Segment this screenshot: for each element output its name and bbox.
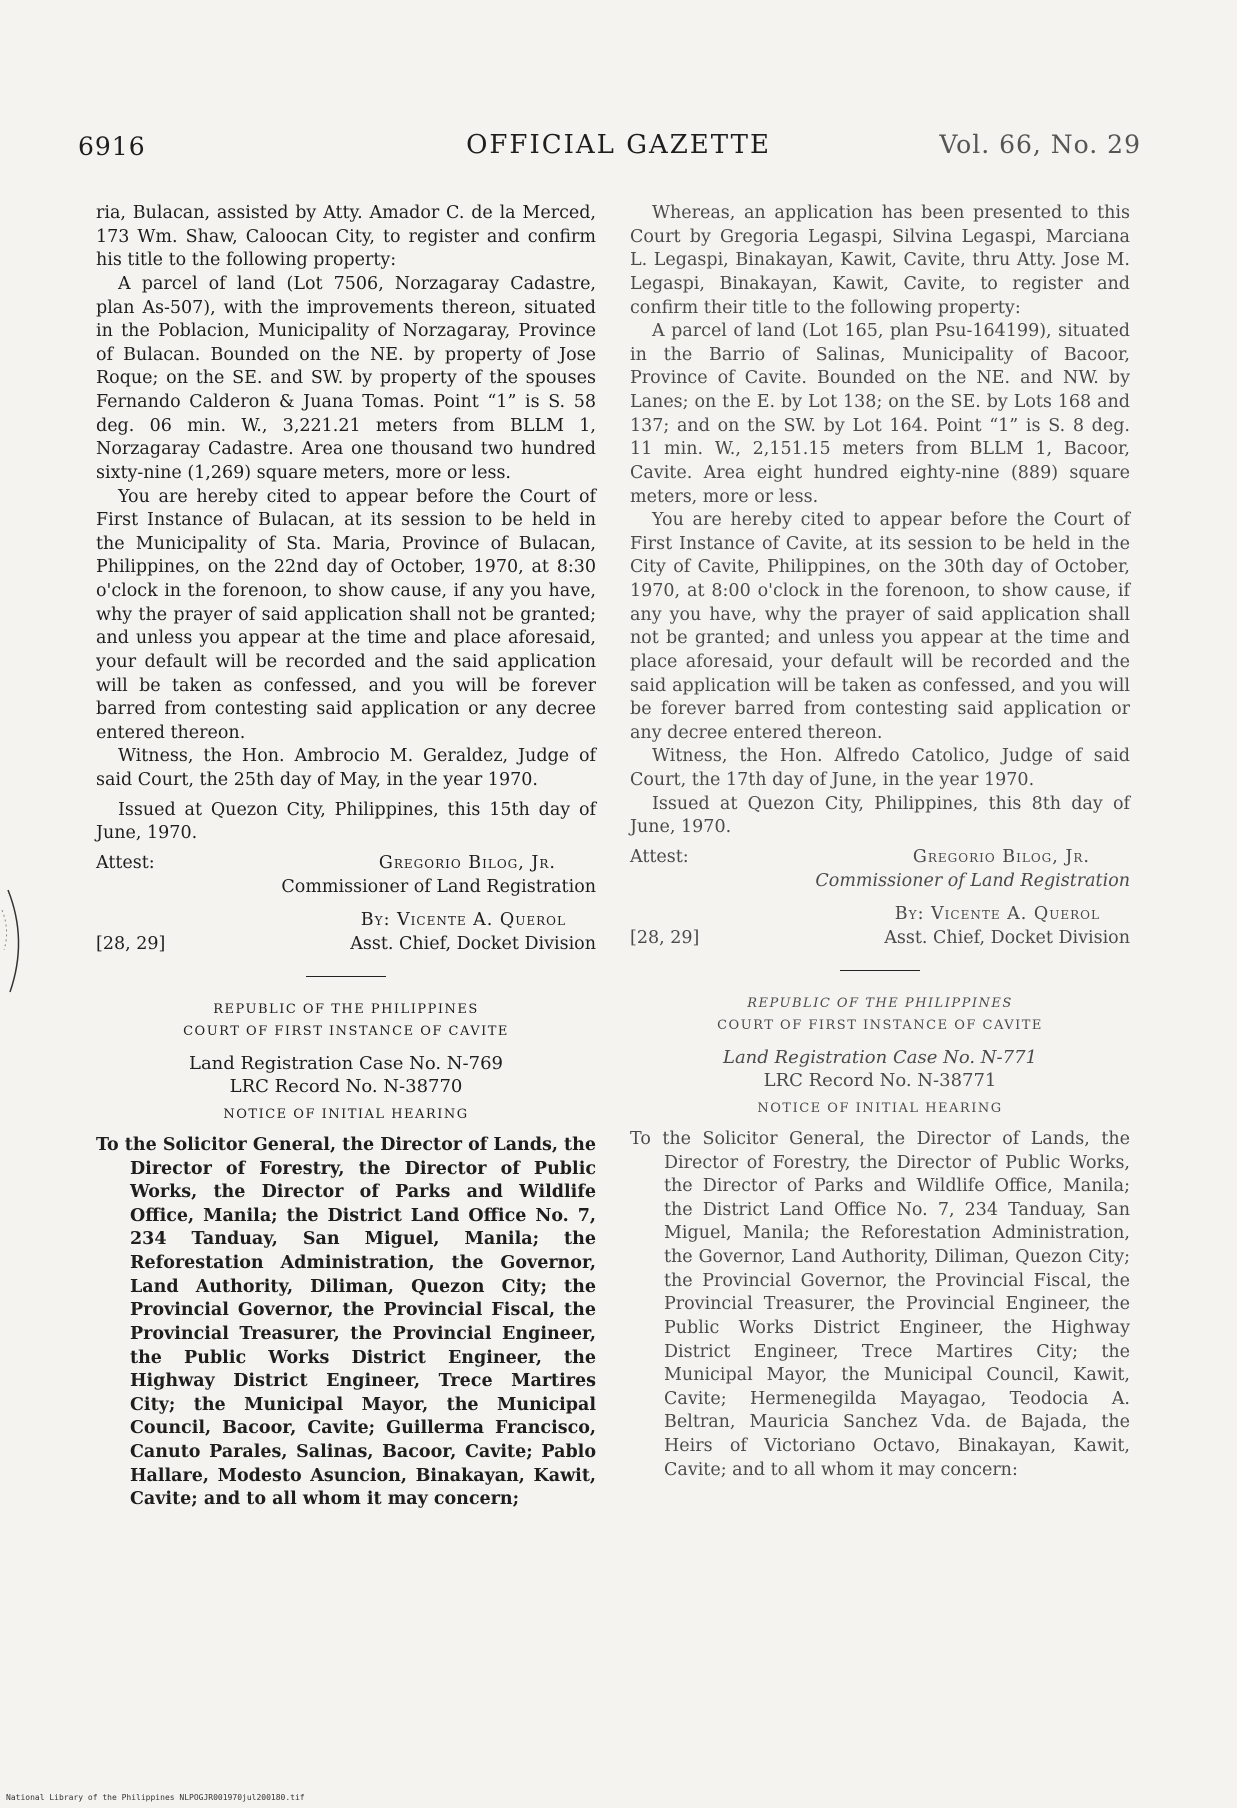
volume-number: Vol. 66, No. 29 <box>939 130 1141 159</box>
page-number: 6916 <box>78 132 146 161</box>
right-issue-ref: [28, 29] <box>630 927 700 948</box>
left-signatory-name: Gregorio Bilog, Jr. <box>378 852 556 873</box>
left-notice-title: NOTICE OF INITIAL HEARING <box>223 1107 469 1123</box>
left-column <box>96 202 596 1512</box>
scan-footer: National Library of the Philippines NLPOGJR001970jul200180.tif <box>6 1793 305 1802</box>
left-citation: You are hereby cited to appear before the Court of First Instance of Bulacan, at its session to be held in the Municipality of Sta. Maria, Province of Bulacan, Philippines, on the 22nd day of October, 1970, at 8:30 o'clock in the forenoon, to show cause, if any you have, why the prayer of said application shall not be granted; and unless you appear at the time and place aforesaid, your default will be recorded and the said application will be taken as confessed, and you will be forever barred from contesting said application or any decree entered thereon. <box>96 486 596 743</box>
left-divider <box>306 976 386 977</box>
left-signatory-title: Commissioner of Land Registration <box>281 876 596 897</box>
left-issued: Issued at Quezon City, Philippines, this 15th day of June, 1970. <box>96 799 596 844</box>
left-issue-ref: [28, 29] <box>96 933 166 954</box>
right-lrc-record: LRC Record No. N-38771 <box>763 1069 997 1091</box>
right-issued: Issued at Quezon City, Philippines, this 8th day of June, 1970. <box>630 793 1130 838</box>
left-court: COURT OF FIRST INSTANCE OF CAVITE <box>183 1024 509 1040</box>
binding-mark <box>0 880 40 1000</box>
left-property-description: A parcel of land (Lot 7506, Norzagaray Cadastre, plan As-507), with the improvements thereon, situated in the Poblacion, Municipality of Norzagaray, Province of Bulacan. Bounded on the NE. by property of Jose Roque; on the SE. and SW. by property of the spouses Fernando Calderon & Juana Tomas. Point “1” is S. 58 deg. 06 min. W., 3,221.21 meters from BLLM 1, Norzagaray Cadastre. Area one thousand two hundred sixty-nine (1,269) square meters, more or less. <box>96 273 596 483</box>
right-witness: Witness, the Hon. Alfredo Catolico, Judge of said Court, the 17th day of June, in the year 1970. <box>630 746 1130 790</box>
right-citation: You are hereby cited to appear before the Court of First Instance of Cavite, at its session to be held in the City of Cavite, Philippines, on the 30th day of October, 1970, at 8:00 o'clock in the forenoon, to show cause, if any you have, why the prayer of said application shall not be granted; and unless you appear at the time and place aforesaid, your default will be recorded and the said application will be taken as confessed, and you will be forever barred from contesting said application or any decree entered thereon. <box>630 510 1130 743</box>
left-addressees: To the Solicitor General, the Director of Lands, the Director of Forestry, the Director of Public Works, the Director of Parks and Wildlife Office, Manila; the District Land Office No. 7, 234 Tanduay, San Miguel, Manila; the Reforestation Administration, the Governor, Land Authority, Diliman, Quezon City; the Provincial Governor, the Provincial Fiscal, the Provincial Treasurer, the Provincial Engineer, the Public Works District Engineer, the Highway District Engineer, Trece Martires City; the Municipal Mayor, the Municipal Council, Bacoor, Cavite; Guillerma Francisco, Canuto Parales, Salinas, Bacoor, Cavite; Pablo Hallare, Modesto Asuncion, Binakayan, Kawit, Cavite; and to all whom it may concern; <box>96 1134 596 1510</box>
right-divider <box>840 970 920 971</box>
right-signatory-name: Gregorio Bilog, Jr. <box>912 846 1090 867</box>
right-court: COURT OF FIRST INSTANCE OF CAVITE <box>717 1018 1043 1034</box>
right-notice-title: NOTICE OF INITIAL HEARING <box>757 1101 1003 1117</box>
right-by-title: Asst. Chief, Docket Division <box>884 927 1130 948</box>
left-attest-label: Attest: <box>96 852 155 873</box>
left-case-number: Land Registration Case No. N-769 <box>189 1052 503 1074</box>
right-attest-label: Attest: <box>630 846 689 867</box>
right-case-number: Land Registration Case No. N-771 <box>723 1046 1037 1068</box>
right-signatory-title: Commissioner of Land Registration <box>815 870 1130 891</box>
left-by-title: Asst. Chief, Docket Division <box>350 933 596 954</box>
left-republic: REPUBLIC OF THE PHILIPPINES <box>213 1002 479 1018</box>
page-title: OFFICIAL GAZETTE <box>466 130 771 160</box>
left-by-line: By: Vicente A. Querol <box>360 910 566 931</box>
right-addressees: To the Solicitor General, the Director of Lands, the Director of Forestry, the Director of Public Works, the Director of Parks and Wildlife Office, Manila; the District Land Office No. 7, 234 Tanduay, San Miguel, Manila; the Reforestation Administration, the Governor, Land Authority, Diliman, Quezon City; the Provincial Governor, the Provincial Fiscal, the Provincial Treasurer, the Provincial Engineer, the Public Works District Engineer, the Highway District Engineer, Trece Martires City; the Municipal Mayor, the Municipal Council, Kawit, Cavite; Hermenegilda Mayagao, Teodocia A. Beltran, Mauricia Sanchez Vda. de Bajada, the Heirs of Victoriano Octavo, Binakayan, Kawit, Cavite; and to all whom it may concern: <box>630 1128 1130 1480</box>
right-by-line: By: Vicente A. Querol <box>894 904 1100 925</box>
left-lrc-record: LRC Record No. N-38770 <box>229 1075 463 1097</box>
left-witness: Witness, the Hon. Ambrocio M. Geraldez, Judge of said Court, the 25th day of May, in the year 1970. <box>96 746 596 790</box>
right-column <box>630 202 1130 1482</box>
right-attest-block <box>630 846 1130 951</box>
right-republic: REPUBLIC OF THE PHILIPPINES <box>747 996 1013 1012</box>
right-whereas: Whereas, an application has been presented to this Court by Gregoria Legaspi, Silvina Legaspi, Marciana L. Legaspi, Binakayan, Kawit, Cavite, thru Atty. Jose M. Legaspi, Binakayan, Kawit, Cavite, to register and confirm their title to the following property: <box>630 203 1130 318</box>
right-property-description: A parcel of land (Lot 165, plan Psu-164199), situated in the Barrio of Salinas, Municipality of Bacoor, Province of Cavite. Bounded on the NE. and NW. by Lanes; on the E. by Lot 138; on the SE. by Lots 168 and 137; and on the SW. by Lot 164. Point “1” is S. 8 deg. 11 min. W., 2,151.15 meters from BLLM 1, Bacoor, Cavite. Area eight hundred eighty-nine (889) square meters, more or less. <box>630 321 1130 507</box>
left-attest-block <box>96 852 596 957</box>
left-intro: ria, Bulacan, assisted by Atty. Amador C. de la Merced, 173 Wm. Shaw, Caloocan City, to register and confirm his title to the following property: <box>96 203 596 271</box>
